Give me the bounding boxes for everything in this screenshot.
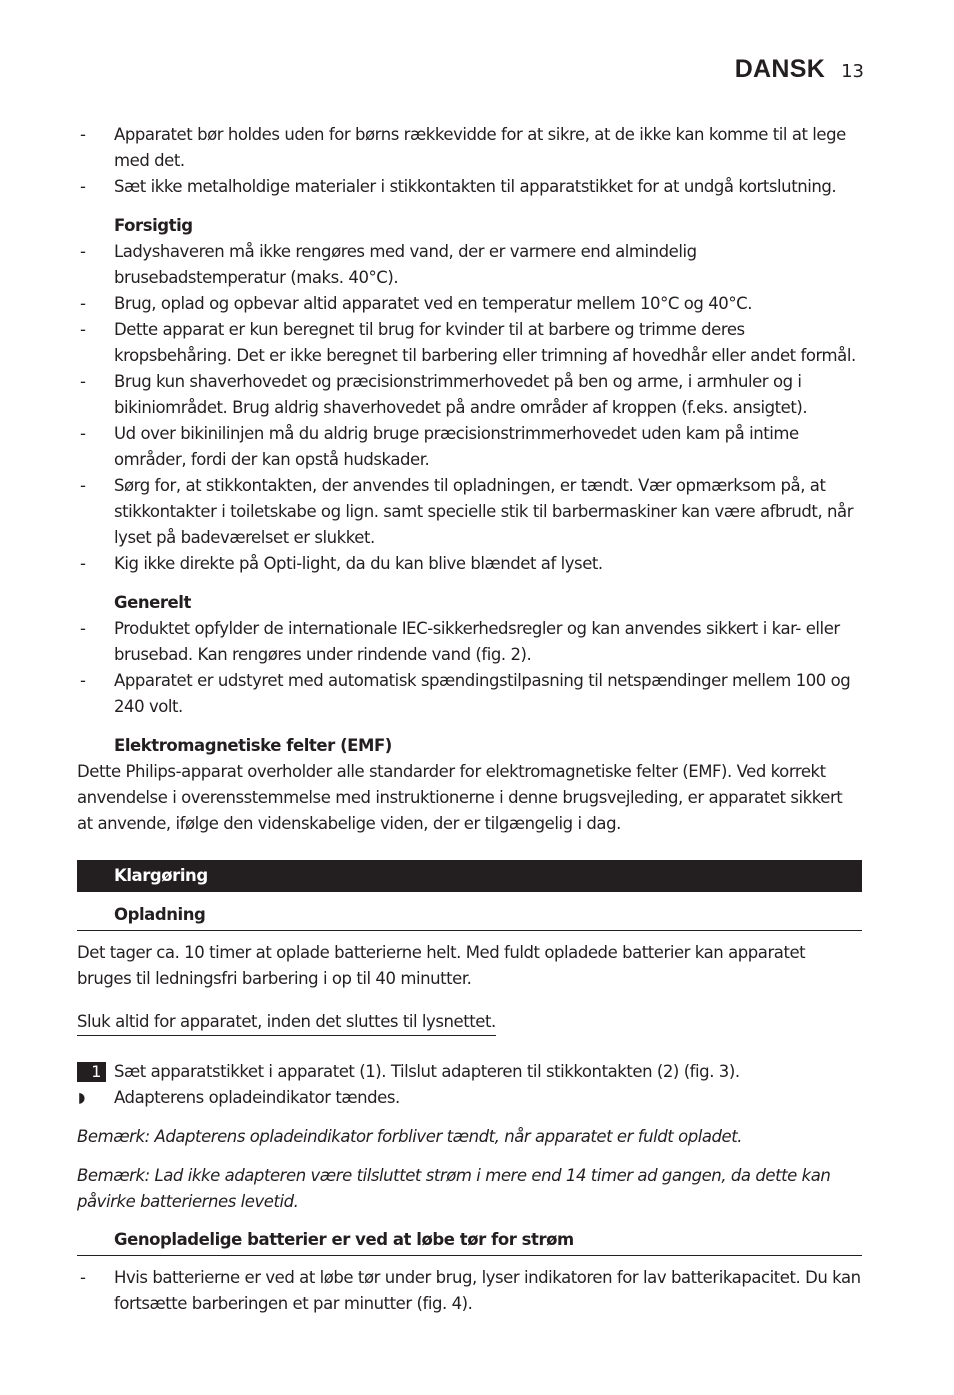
dash-bullet: -	[80, 242, 86, 261]
dash-bullet: -	[80, 424, 86, 443]
chapter-bar-klargoring: Klargøring	[77, 860, 862, 892]
list-item: - Hvis batterierne er ved at løbe tør under brug, lyser indikatoren for lav batterikapacitet. Du kan fortsætte barberingen et par minutter (fig. 4).	[77, 1265, 862, 1317]
step-number-box	[77, 1059, 114, 1085]
dash-bullet: -	[80, 125, 86, 144]
list-item: - Kig ikke direkte på Opti-light, da du kan blive blændet af lyset.	[77, 551, 862, 577]
warning-text: Sluk altid for apparatet, inden det sluttes til lysnettet.	[77, 1010, 496, 1036]
page-content	[77, 122, 862, 1317]
section-heading-opladning: Opladning	[77, 900, 862, 931]
generelt-list	[77, 616, 862, 720]
opladning-paragraph: Det tager ca. 10 timer at oplade batterierne helt. Med fuldt opladede batterier kan apparatet bruges til ledningsfri barbering i op til 40 minutter.	[77, 943, 806, 988]
dash-bullet: -	[80, 554, 86, 573]
dash-bullet: -	[80, 294, 86, 313]
note-paragraph: Bemærk: Adapterens opladeindikator forbliver tændt, når apparatet er fuldt opladet.	[77, 1127, 743, 1146]
section-heading-forsigtig: Forsigtig	[114, 216, 193, 235]
list-item: - Brug kun shaverhovedet og præcisionstrimmerhovedet på ben og arme, i armhuler og i bikiniområdet. Brug aldrig shaverhovedet på andre områder af kroppen (f.eks. ansigtet).	[77, 369, 862, 421]
dash-bullet: -	[80, 177, 86, 196]
section-heading-low-battery: Genopladelige batterier er ved at løbe tør for strøm	[77, 1225, 862, 1256]
list-item: - Produktet opfylder de internationale IEC-sikkerhedsregler og kan anvendes sikkert i kar- eller brusebad. Kan rengøres under rindende vand (fig. 2).	[77, 616, 862, 668]
emf-paragraph: Dette Philips-apparat overholder alle standarder for elektromagnetiske felter (EMF). Ved korrekt anvendelse i overensstemmelse med instruktionerne i denne brugsvejleding, er apparatet sikkert at anvende, ifølge den videnskabelige viden, der er tilgængelig i dag.	[77, 762, 843, 833]
list-item: - Apparatet bør holdes uden for børns rækkevidde for at sikre, at de ikke kan komme til at lege med det.	[77, 122, 862, 174]
page-header	[700, 55, 864, 84]
step-number: 1	[77, 1062, 106, 1082]
dash-bullet: -	[80, 671, 86, 690]
list-item: - Sæt ikke metalholdige materialer i stikkontakten til apparatstikket for at undgå kortslutning.	[77, 174, 862, 200]
list-item: - Dette apparat er kun beregnet til brug for kvinder til at barbere og trimme deres kropsbehåring. Det er ikke beregnet til barbering eller trimning af hovedhår eller andet formål.	[77, 317, 862, 369]
warning-line	[77, 1009, 862, 1036]
list-item: - Brug, oplad og opbevar altid apparatet ved en temperatur mellem 10°C og 40°C.	[77, 291, 862, 317]
section-heading-emf: Elektromagnetiske felter (EMF)	[114, 736, 392, 755]
forsigtig-list	[77, 239, 862, 577]
step-text: Sæt apparatstikket i apparatet (1). Tilslut adapteren til stikkontakten (2) (fig. 3).	[114, 1062, 740, 1081]
dash-bullet: -	[80, 372, 86, 391]
list-item: - Apparatet er udstyret med automatisk spændingstilpasning til netspændinger mellem 100 og 240 volt.	[77, 668, 862, 720]
result-item	[77, 1085, 862, 1111]
step-item	[77, 1059, 862, 1085]
result-text: Adapterens opladeindikator tændes.	[114, 1088, 400, 1107]
dash-bullet: -	[80, 619, 86, 638]
list-item: - Ladyshaveren må ikke rengøres med vand, der er varmere end almindelig brusebadstemperatur (maks. 40°C).	[77, 239, 862, 291]
note-paragraph: Bemærk: Lad ikke adapteren være tilsluttet strøm i mere end 14 timer ad gangen, da dette kan påvirke batteriernes levetid.	[77, 1166, 831, 1211]
section-heading-generelt: Generelt	[114, 593, 191, 612]
dash-bullet: -	[80, 476, 86, 495]
dash-bullet: -	[80, 1268, 86, 1287]
list-item: - Ud over bikinilinjen må du aldrig bruge præcisionstrimmerhovedet uden kam på intime områder, fordi der kan opstå hudskader.	[77, 421, 862, 473]
page-number: 13	[841, 61, 864, 82]
dash-bullet: -	[80, 320, 86, 339]
top-list	[77, 122, 862, 200]
list-item: - Sørg for, at stikkontakten, der anvendes til opladningen, er tændt. Vær opmærksom på, at stikkontakter i toiletskabe og lign. samt specielle stik til barbermaskiner kan være afbrudt, når lyset på badeværelset er slukket.	[77, 473, 862, 551]
language-label: DANSK	[734, 55, 826, 83]
result-arrow-icon: ◗	[78, 1090, 85, 1106]
